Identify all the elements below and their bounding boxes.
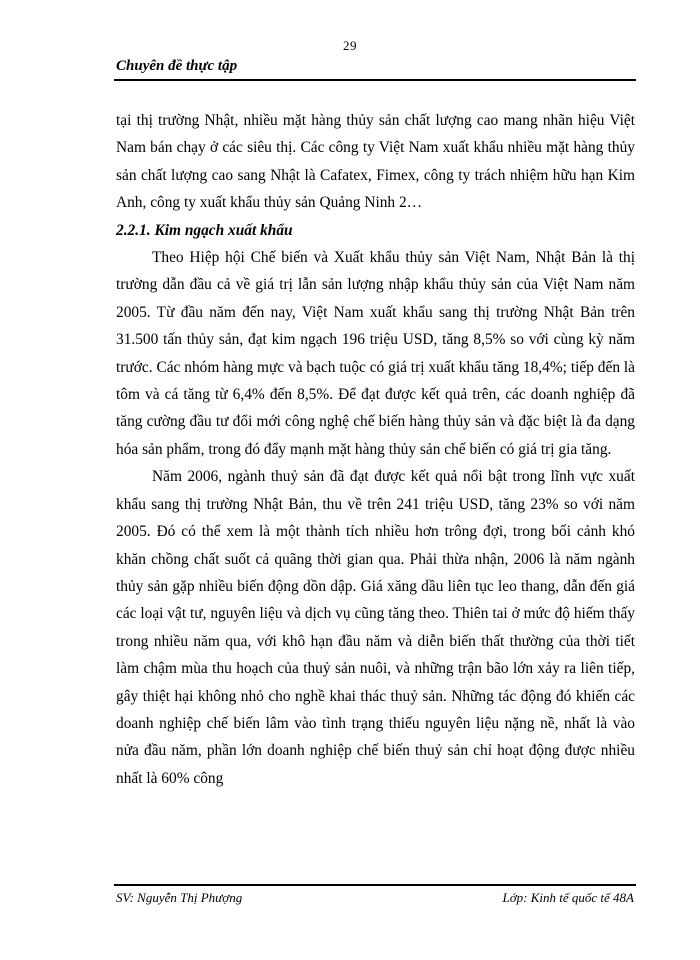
body-text bbox=[116, 107, 635, 792]
header-title: Chuyên đề thực tập bbox=[116, 58, 238, 74]
paragraph-continuation: tại thị trường Nhật, nhiều mặt hàng thủy sản chất lượng cao mang nhãn hiệu Việt Nam bán chạy ở các siêu thị. Các công ty Việt Nam xuất khẩu nhiều mặt hàng thủy sản chất lượng cao sang Nhật là Cafatex, Fimex, công ty trách nhiệm hữu hạn Kim Anh, công ty xuất khẩu thủy sản Quảng Ninh 2… bbox=[116, 112, 635, 212]
header-divider bbox=[114, 79, 636, 81]
footer-class: Lớp: Kinh tế quốc tế 48A bbox=[502, 890, 634, 905]
paragraph: Năm 2006, ngành thuỷ sản đã đạt được kết quả nổi bật trong lĩnh vực xuất khẩu sang thị trường Nhật Bản, thu về trên 241 triệu USD, tăng 23% so với năm 2005. Đó có thể xem là một thành tích nhiều hơn trông đợi, trong bối cảnh khó khăn chồng chất suốt cả quãng thời gian qua. Phải thừa nhận, 2006 là năm ngành thủy sản gặp nhiều biến động dồn dập. Giá xăng dầu liên tục leo thang, dẫn đến giá các loại vật tư, nguyên liệu và dịch vụ cũng tăng theo. Thiên tai ở mức độ hiếm thấy trong nhiều năm qua, với khô hạn đầu năm và diễn biến thất thường của thời tiết làm chậm mùa thu hoạch của thuỷ sản nuôi, và những trận bão lớn xảy ra liên tiếp, gây thiệt hại không nhỏ cho nghề khai thác thuỷ sản. Những tác động đó khiến các doanh nghiệp chế biến lâm vào tình trạng thiếu nguyên liệu nặng nề, nhất là vào nửa đầu năm, phần lớn doanh nghiệp chế biến thuỷ sản chỉ hoạt động được nhiều nhất là 60% công bbox=[116, 468, 635, 787]
page-number: 29 bbox=[343, 38, 357, 53]
paragraph: Theo Hiệp hội Chế biến và Xuất khẩu thủy sản Việt Nam, Nhật Bản là thị trường dẫn đầu cả về giá trị lẫn sản lượng nhập khẩu thủy sản của Việt Nam năm 2005. Từ đầu năm đến nay, Việt Nam xuất khẩu sang thị trường Nhật Bản trên 31.500 tấn thủy sản, đạt kim ngạch 196 triệu USD, tăng 8,5% so với cùng kỳ năm trước. Các nhóm hàng mực và bạch tuộc có giá trị xuất khẩu tăng 18,4%; tiếp đến là tôm và cá tăng từ 6,4% đến 8,5%. Để đạt được kết quả trên, các doanh nghiệp đã tăng cường đầu tư đổi mới công nghệ chế biến hàng thủy sản và đặc biệt là đa dạng hóa sản phẩm, trong đó đẩy mạnh mặt hàng thủy sản chế biến có giá trị gia tăng. bbox=[116, 249, 635, 458]
footer-student-name: SV: Nguyễn Thị Phượng bbox=[116, 890, 243, 905]
footer-divider bbox=[114, 884, 636, 886]
section-heading: 2.2.1. Kim ngạch xuất khẩu bbox=[116, 221, 293, 239]
